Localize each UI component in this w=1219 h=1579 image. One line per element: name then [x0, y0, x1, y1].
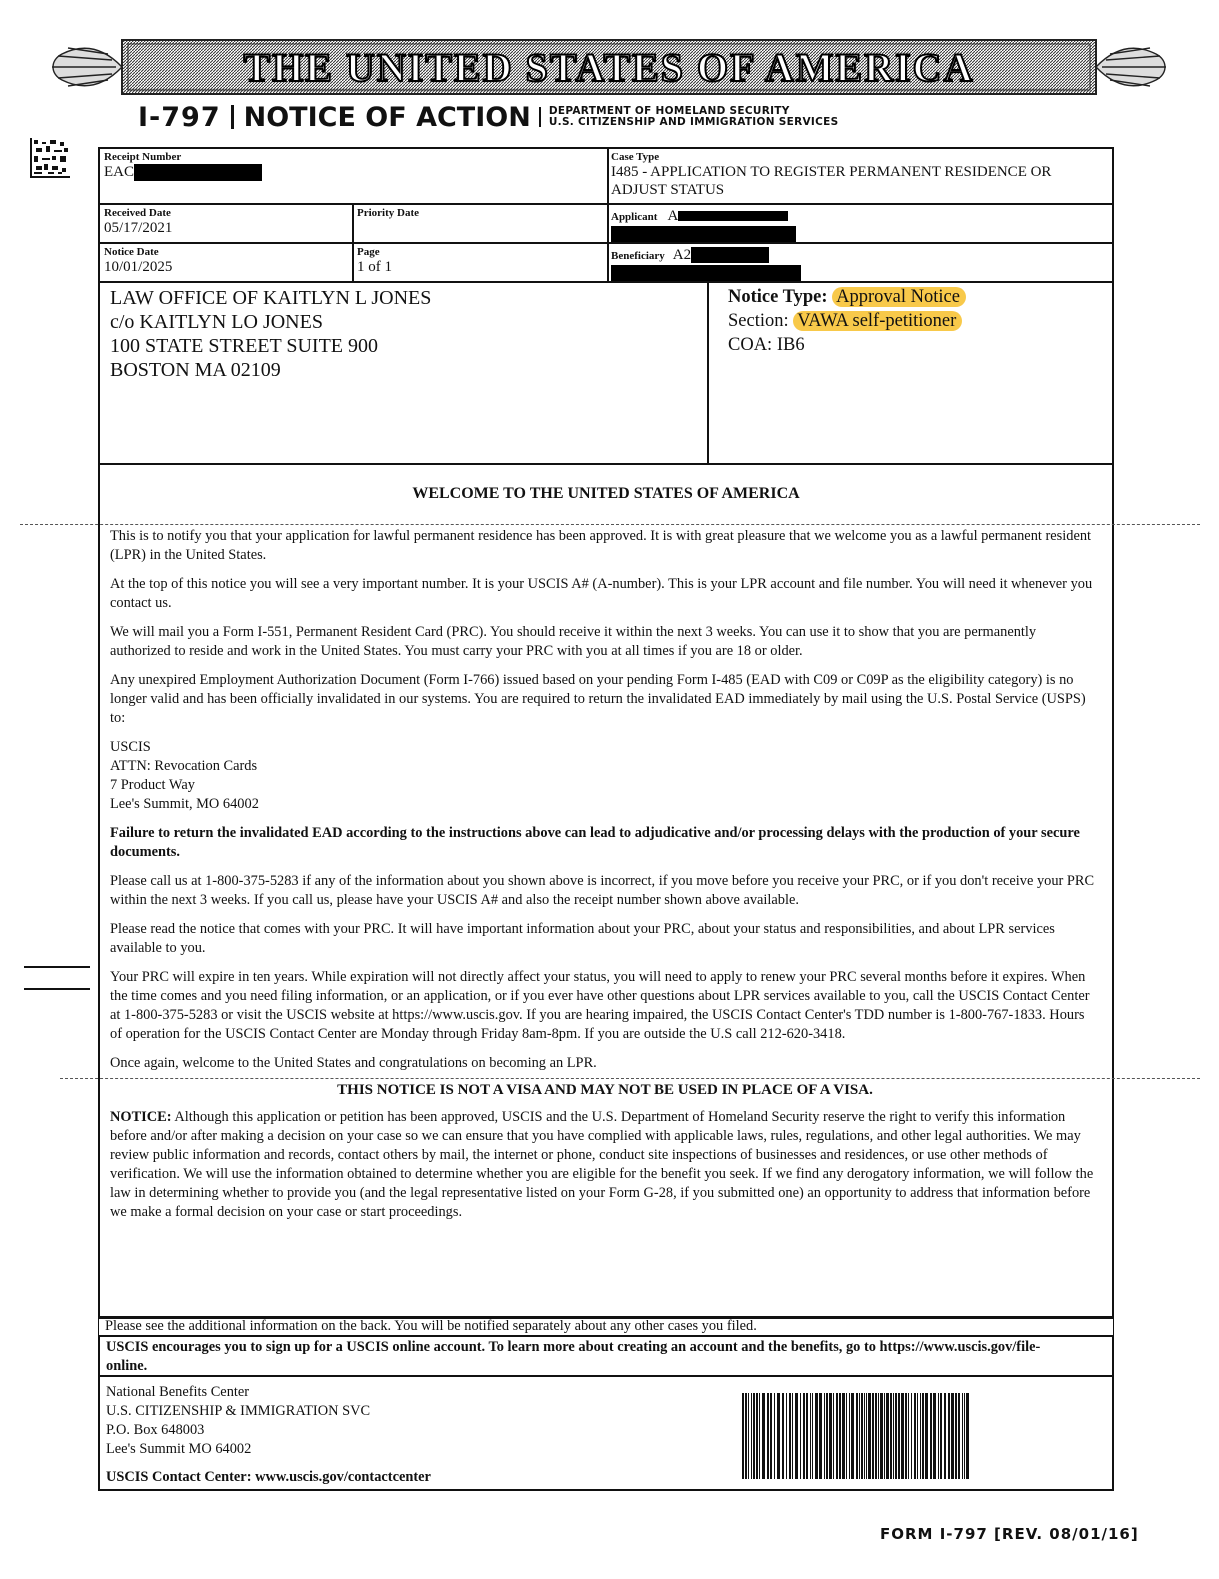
grid-divider [100, 203, 1112, 205]
notice-info [728, 285, 1108, 357]
barcode-bar [842, 1393, 845, 1479]
additional-info-box [98, 1316, 1114, 1337]
coa-code: COA: IB6 [728, 335, 805, 355]
barcode-bar [819, 1393, 822, 1479]
mailing-instructions [110, 738, 1100, 814]
received-date-value: 05/17/2021 [104, 220, 173, 236]
barcode-bar [964, 1393, 965, 1479]
barcode-bar [940, 1393, 942, 1479]
barcode-bar [933, 1393, 936, 1479]
barcode-bar [789, 1393, 791, 1479]
barcode-bar [815, 1393, 818, 1479]
barcode-bar [770, 1393, 772, 1479]
online-account-text: USCIS encourages you to sign up for a USCIS online account. To learn more about creating an account and the benefits, go to https://www.uscis.gov/file-online. [106, 1339, 1041, 1374]
body-text [110, 527, 1100, 1232]
beneficiary-cell [611, 246, 1109, 282]
barcode-bar [800, 1393, 801, 1479]
barcode-bar [893, 1393, 894, 1479]
page-value: 1 of 1 [357, 259, 392, 275]
grid-divider [607, 149, 609, 283]
barcode-bar [751, 1393, 752, 1479]
barcode-bar [792, 1393, 793, 1479]
section-value: VAWA self-petitioner [793, 311, 962, 331]
notice-text: Although this application or petition has been approved, USCIS and the U.S. Department of Homeland Security reserve the right to verify this information before and/or after making a decision on your case so we can ensure that you have complied with applicable laws, rules, regulations, and other legal authorities. We may review public information and records, contact others by mail, the internet or phone, conduct site inspections of businesses and residences, or use other methods of verification. We will use the information obtained to determine whether you are eligible for the benefit you seek. If we find any derogatory information, we will follow the law in determining whether to provide you (and the legal representative listed on your Form G-28, if you submitted one) an opportunity to address that information before we make a formal decision on your case or start proceedings. [110, 1109, 1094, 1220]
barcode-bar [851, 1393, 854, 1479]
notice-type-label: Notice Type: [728, 287, 828, 307]
barcode-bar [774, 1393, 775, 1479]
barcode-bar [777, 1393, 780, 1479]
barcode-bar [925, 1393, 928, 1479]
barcode-bar [917, 1393, 918, 1479]
notice-title: NOTICE OF ACTION [243, 101, 531, 133]
barcode-bar [849, 1393, 850, 1479]
barcode-bar [762, 1393, 765, 1479]
receipt-number-value: EAC [104, 164, 134, 180]
barcode-bar [864, 1393, 865, 1479]
case-type-cell [611, 151, 1109, 199]
fold-line [60, 1078, 1200, 1079]
contact-center-link: USCIS Contact Center: www.uscis.gov/contactcenter [106, 1469, 431, 1485]
center-line-4: Lee's Summit MO 64002 [106, 1441, 252, 1457]
online-account-box [98, 1335, 1114, 1377]
address-line-4: BOSTON MA 02109 [110, 359, 281, 381]
notice-label: NOTICE: [110, 1109, 172, 1125]
address-line-1: LAW OFFICE OF KAITLYN L JONES [110, 287, 432, 309]
case-info-grid [98, 147, 1114, 283]
redaction-bar [691, 247, 769, 263]
notice-body-box [98, 463, 1114, 1319]
header-divider [231, 105, 234, 129]
barcode-bar [839, 1393, 841, 1479]
margin-mark [24, 966, 90, 968]
welcome-heading: WELCOME TO THE UNITED STATES OF AMERICA [412, 485, 800, 502]
barcode-bar [826, 1393, 828, 1479]
mail-line-2: ATTN: Revocation Cards [110, 758, 258, 774]
barcode-bar [782, 1393, 784, 1479]
priority-date-cell [357, 207, 602, 219]
barcode-bar [806, 1393, 808, 1479]
beneficiary-value: A2 [672, 247, 692, 263]
barcode-icon [742, 1393, 972, 1479]
barcode-bar [861, 1393, 863, 1479]
warning-paragraph: Failure to return the invalidated EAD according to the instructions above can lead to adjudicative and/or processing delays with the production of your secure documents. [110, 825, 1080, 860]
barcode-bar [944, 1393, 946, 1479]
dept-line-2: U.S. CITIZENSHIP AND IMMIGRATION SERVICES [548, 116, 839, 128]
barcode-bar [966, 1393, 969, 1479]
barcode-bar [803, 1393, 805, 1479]
section-label: Section: [728, 311, 789, 331]
barcode-bar [875, 1393, 877, 1479]
barcode-bar [884, 1393, 885, 1479]
margin-mark [24, 988, 90, 990]
barcode-bar [795, 1393, 798, 1479]
barcode-bar [829, 1393, 832, 1479]
redaction-bar [134, 164, 262, 181]
box-divider [707, 283, 709, 465]
barcode-bar [908, 1393, 909, 1479]
barcode-bar [859, 1393, 860, 1479]
barcode-bar [759, 1393, 760, 1479]
applicant-value: A [667, 208, 679, 224]
barcode-bar [895, 1393, 897, 1479]
barcode-bar [786, 1393, 787, 1479]
center-line-1: National Benefits Center [106, 1384, 250, 1400]
barcode-bar [745, 1393, 747, 1479]
barcode-bar [846, 1393, 847, 1479]
center-line-3: P.O. Box 648003 [106, 1422, 205, 1438]
received-date-label: Received Date [104, 207, 171, 219]
additional-info: Please see the additional information on the back. You will be notified separately about any other cases you filed. [105, 1318, 757, 1334]
redaction-bar [611, 265, 801, 282]
barcode-bar [890, 1393, 892, 1479]
case-type-label: Case Type [611, 151, 660, 163]
form-header [138, 100, 838, 134]
barcode-bar [878, 1393, 879, 1479]
datamatrix-code-icon [30, 138, 70, 178]
barcode-bar [920, 1393, 921, 1479]
mail-line-3: 7 Product Way [110, 777, 195, 793]
barcode-bar [948, 1393, 950, 1479]
paragraph: This is to notify you that your application for lawful permanent residence has been approved. It is with great pleasure that we welcome you as a lawful permanent resident (LPR) in the United States. [110, 528, 1092, 563]
notice-date-value: 10/01/2025 [104, 259, 173, 275]
notice-type-value: Approval Notice [832, 287, 966, 307]
barcode-bar [810, 1393, 811, 1479]
form-revision: FORM I-797 [REV. 08/01/16] [880, 1525, 1139, 1543]
beneficiary-label: Beneficiary [611, 250, 665, 262]
department-name [549, 106, 839, 128]
barcode-bar [866, 1393, 867, 1479]
barcode-bar [901, 1393, 904, 1479]
barcode-bar [756, 1393, 758, 1479]
notice-date-label: Notice Date [104, 246, 159, 258]
paragraph: Please call us at 1-800-375-5283 if any of the information about you shown above is incorrect, if you move before you receive your PRC, or if you don't receive your PRC within the next 3 weeks. If you call us, please have your USCIS A# and also the receipt number shown above available. [110, 873, 1095, 908]
notice-date-cell [104, 246, 349, 276]
barcode-bar [748, 1393, 749, 1479]
paragraph: Any unexpired Employment Authorization Document (Form I-766) issued based on your pending Form I-485 (EAD with C09 or C09P as the eligibility category) is no longer valid and has been officially invalidated in our systems. You are required to return the invalidated EAD immediately by mail using the U.S. Postal Service (USPS) to: [110, 672, 1086, 726]
applicant-cell [611, 207, 1109, 243]
barcode-bar [856, 1393, 858, 1479]
mail-line-1: USCIS [110, 739, 151, 755]
barcode-bar [955, 1393, 957, 1479]
mail-line-4: Lee's Summit, MO 64002 [110, 796, 259, 812]
header-divider [539, 107, 541, 127]
barcode-bar [914, 1393, 916, 1479]
case-type-value: I485 - APPLICATION TO REGISTER PERMANENT RESIDENCE OR ADJUST STATUS [611, 164, 1052, 198]
barcode-bar [886, 1393, 889, 1479]
receipt-number-label: Receipt Number [104, 151, 182, 163]
mailing-address [110, 286, 700, 382]
barcode-bar [836, 1393, 838, 1479]
received-date-cell [104, 207, 349, 237]
paragraph: We will mail you a Form I-551, Permanent Resident Card (PRC). You should receive it within the next 3 weeks. You can use it to show that you are permanently authorized to reside and work in the United States. You must carry your PRC with you at all times if you are 18 or older. [110, 624, 1037, 659]
barcode-bar [958, 1393, 960, 1479]
paragraph: Please read the notice that comes with your PRC. It will have important information about your PRC, about your status and responsibilities, and about LPR services available to you. [110, 921, 1055, 956]
barcode-bar [833, 1393, 834, 1479]
priority-date-label: Priority Date [357, 207, 419, 219]
address-notice-box [98, 281, 1114, 465]
barcode-bar [753, 1393, 755, 1479]
barcode-bar [742, 1393, 744, 1479]
address-line-3: 100 STATE STREET SUITE 900 [110, 335, 379, 357]
barcode-bar [905, 1393, 907, 1479]
service-center-address [106, 1383, 666, 1487]
page-cell [357, 246, 602, 276]
page-label: Page [357, 246, 380, 258]
barcode-bar [812, 1393, 813, 1479]
barcode-bar [868, 1393, 871, 1479]
form-number: I-797 [138, 101, 221, 133]
paragraph: Your PRC will expire in ten years. While expiration will not directly affect your status, you will need to apply to renew your PRC several months before it expires. When the time comes and you need filing information, or an application, or if you ever have other questions about LPR services available to you, call the USCIS Contact Center at 1-800-375-5283 or visit the USCIS website at https://www.uscis.gov. If you are hearing impaired, the USCIS Contact Center's TDD number is 1-800-767-1833. Hours of operation for the USCIS Contact Center are Monday through Friday 8am-8pm. If you are outside the U.S call 212-620-3418. [110, 969, 1090, 1042]
barcode-bar [911, 1393, 912, 1479]
redaction-bar [678, 211, 788, 221]
not-visa-heading: THIS NOTICE IS NOT A VISA AND MAY NOT BE USED IN PLACE OF A VISA. [337, 1082, 873, 1098]
fold-line [20, 524, 1200, 525]
barcode-bar [898, 1393, 900, 1479]
address-line-2: c/o KAITLYN LO JONES [110, 311, 323, 333]
barcode-bar [767, 1393, 769, 1479]
seal-banner [42, 36, 1176, 98]
barcode-bar [824, 1393, 825, 1479]
paragraph: At the top of this notice you will see a very important number. It is your USCIS A# (A-number). This is your LPR account and file number. You will need it whenever you contact us. [110, 576, 1093, 611]
applicant-label: Applicant [611, 211, 658, 223]
notice-paragraph [110, 1108, 1100, 1222]
barcode-bar [880, 1393, 883, 1479]
barcode-bar [938, 1393, 939, 1479]
barcode-bar [951, 1393, 954, 1479]
paragraph: Once again, welcome to the United States and congratulations on becoming an LPR. [110, 1055, 597, 1071]
redaction-bar [611, 226, 796, 242]
receipt-number-cell [104, 151, 604, 181]
center-line-2: U.S. CITIZENSHIP & IMMIGRATION SVC [106, 1403, 371, 1419]
barcode-bar [922, 1393, 924, 1479]
barcode-bar [962, 1393, 963, 1479]
barcode-bar [930, 1393, 932, 1479]
barcode-bar [872, 1393, 874, 1479]
banner-title: THE UNITED STATES OF AMERICA [243, 44, 975, 90]
dept-line-1: DEPARTMENT OF HOMELAND SECURITY [548, 105, 790, 117]
